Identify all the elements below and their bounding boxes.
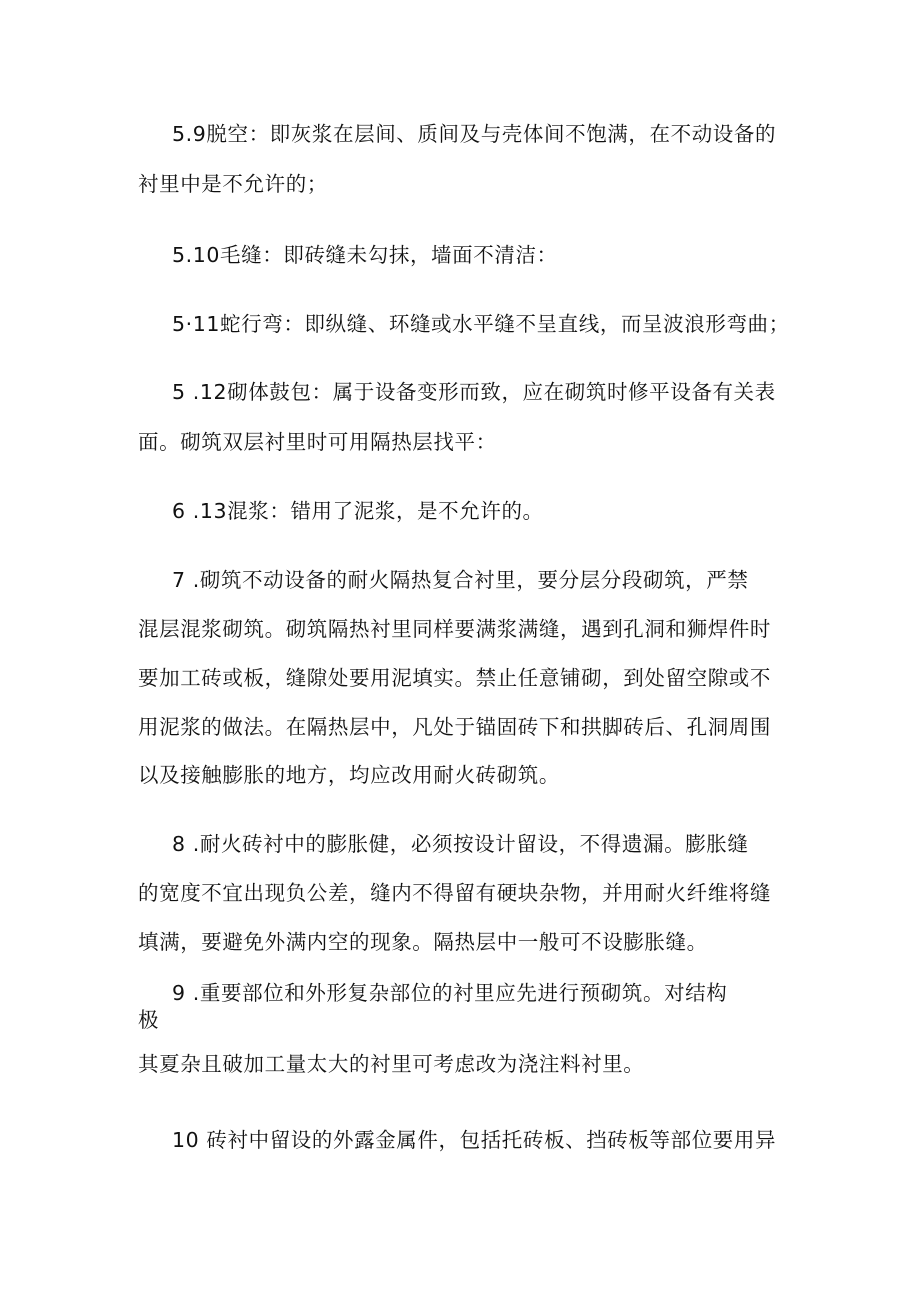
paragraph-5-12-line-1: 5 .12砌体鼓包：属于设备变形而致，应在砌筑时修平设备有关表 <box>172 380 776 404</box>
paragraph-9-line-2: 极 <box>138 1008 160 1032</box>
paragraph-8-line-3: 填满，要避免外满内空的现象。隔热层中一般可不设膨胀缝。 <box>138 930 708 954</box>
paragraph-5-9-line-1: 5.9脱空：即灰浆在层间、质间及与壳体间不饱满，在不动设备的 <box>172 122 777 146</box>
paragraph-7-line-5: 以及接触膨胀的地方，均应改用耐火砖砌筑。 <box>138 763 560 787</box>
paragraph-7-line-1: 7 .砌筑不动设备的耐火隔热复合衬里，要分层分段砌筑，严禁 <box>172 568 749 592</box>
paragraph-5-10-line-1: 5.10毛缝：即砖缝未勾抹，墙面不清洁： <box>172 243 558 267</box>
paragraph-7-line-4: 用泥浆的做法。在隔热层中，凡处于锚固砖下和拱脚砖后、孔洞周围 <box>138 715 771 739</box>
paragraph-5-11-line-1: 5·11蛇行弯：即纵缝、环缝或水平缝不呈直线，而呈波浪形弯曲； <box>172 312 790 336</box>
paragraph-8-line-1: 8 .耐火砖衬中的膨胀健，必须按设计留设，不得遗漏。膨胀缝 <box>172 832 749 856</box>
paragraph-10-line-1: 10 砖衬中留设的外露金属件，包括托砖板、挡砖板等部位要用异 <box>172 1128 777 1152</box>
paragraph-8-line-2: 的宽度不宜出现负公差，缝内不得留有硬块杂物，并用耐火纤维将缝 <box>138 881 771 905</box>
paragraph-6-line-1: 6 .13混浆：错用了泥浆，是不允许的。 <box>172 499 544 523</box>
paragraph-7-line-2: 混层混浆砌筑。砌筑隔热衬里同样要满浆满缝，遇到孔洞和狮焊件时 <box>138 617 771 641</box>
paragraph-9-line-1: 9 .重要部位和外形复杂部位的衬里应先进行预砌筑。对结构 <box>172 981 728 1005</box>
paragraph-5-12-line-2: 面。砌筑双层衬里时可用隔热层找平： <box>138 430 497 454</box>
paragraph-5-9-line-2: 衬里中是不允许的； <box>138 172 328 196</box>
paragraph-7-line-3: 要加工砖或板，缝隙处要用泥填实。禁止任意铺砌，到处留空隙或不 <box>138 666 771 690</box>
paragraph-9-line-3: 其夏杂且破加工量太大的衬里可考虑改为浇注料衬里。 <box>138 1052 645 1076</box>
